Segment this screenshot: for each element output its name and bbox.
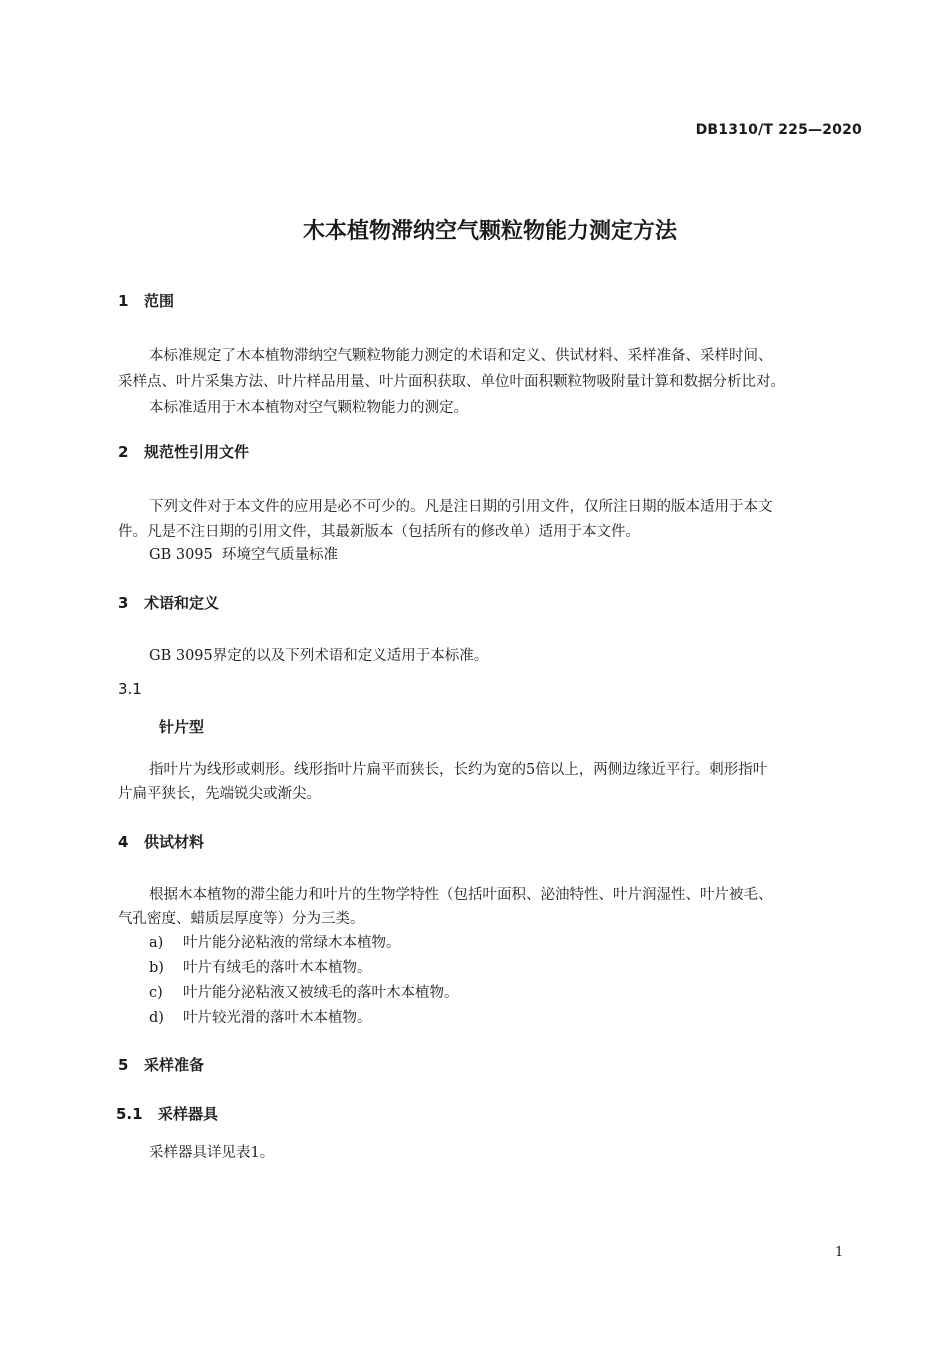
term-definition-line-2: 片扁平狭长，先端锐尖或渐尖。 [118, 786, 321, 802]
list-marker: d) [149, 1010, 164, 1026]
page-number: 1 [835, 1245, 844, 1260]
sampling-tools-paragraph: 采样器具详见表1。 [149, 1145, 275, 1161]
materials-paragraph-line-1: 根据木本植物的滞尘能力和叶片的生物学特性（包括叶面积、泌油特性、叶片润湿性、叶片被毛、 [149, 887, 773, 903]
list-item-text: 叶片有绒毛的落叶木本植物。 [183, 960, 372, 976]
reference-gb3095: GB 3095 环境空气质量标准 [149, 547, 338, 563]
list-marker: b) [149, 960, 164, 976]
references-paragraph-line-2: 件。凡是不注日期的引用文件，其最新版本（包括所有的修改单）适用于本文件。 [118, 524, 640, 540]
section-title: 采样准备 [144, 1056, 205, 1074]
section-heading-normative-references [118, 441, 249, 462]
section-heading-scope [118, 290, 174, 311]
section-heading-terms [118, 592, 219, 613]
subsection-title: 采样器具 [158, 1105, 219, 1123]
list-item-text: 叶片能分泌粘液又被绒毛的落叶木本植物。 [183, 985, 459, 1001]
list-item-text: 叶片较光滑的落叶木本植物。 [183, 1010, 372, 1026]
section-number: 5 [118, 1056, 129, 1074]
section-heading-sampling-preparation [118, 1054, 204, 1075]
scope-paragraph-line-2: 采样点、叶片采集方法、叶片样品用量、叶片面积获取、单位叶面积颗粒物吸附量计算和数据分析比对。 [118, 374, 785, 390]
section-number: 2 [118, 443, 129, 461]
section-heading-materials [118, 831, 204, 852]
subsection-number: 3.1 [118, 680, 142, 698]
section-title: 范围 [144, 292, 175, 310]
standard-code: DB1310/T 225—2020 [695, 122, 862, 138]
section-title: 术语和定义 [144, 594, 220, 612]
term-definition-line-1: 指叶片为线形或刺形。线形指叶片扁平而狭长，长约为宽的5倍以上，两侧边缘近平行。刺形指叶 [149, 762, 768, 778]
list-item [149, 981, 459, 1002]
document-title: 木本植物滞纳空气颗粒物能力测定方法 [302, 219, 677, 244]
list-item [149, 956, 372, 977]
list-marker: a) [149, 935, 164, 951]
list-item [149, 931, 401, 952]
terms-paragraph: GB 3095界定的以及下列术语和定义适用于本标准。 [149, 648, 489, 664]
section-title: 供试材料 [144, 833, 205, 851]
list-item [149, 1006, 372, 1027]
list-marker: c) [149, 985, 163, 1001]
references-paragraph-line-1: 下列文件对于本文件的应用是必不可少的。凡是注日期的引用文件，仅所注日期的版本适用于本文 [149, 499, 773, 515]
section-number: 4 [118, 833, 129, 851]
subsection-heading-sampling-tools [116, 1103, 218, 1124]
section-number: 1 [118, 292, 129, 310]
term-name: 针片型 [159, 718, 205, 736]
subsection-number: 5.1 [116, 1105, 143, 1123]
section-number: 3 [118, 594, 129, 612]
scope-applicability: 本标准适用于木本植物对空气颗粒物能力的测定。 [149, 400, 468, 416]
list-item-text: 叶片能分泌粘液的常绿木本植物。 [183, 935, 401, 951]
scope-paragraph-line-1: 本标准规定了木本植物滞纳空气颗粒物能力测定的术语和定义、供试材料、采样准备、采样时间、 [149, 348, 773, 364]
section-title: 规范性引用文件 [144, 443, 250, 461]
materials-paragraph-line-2: 气孔密度、蜡质层厚度等）分为三类。 [118, 911, 365, 927]
